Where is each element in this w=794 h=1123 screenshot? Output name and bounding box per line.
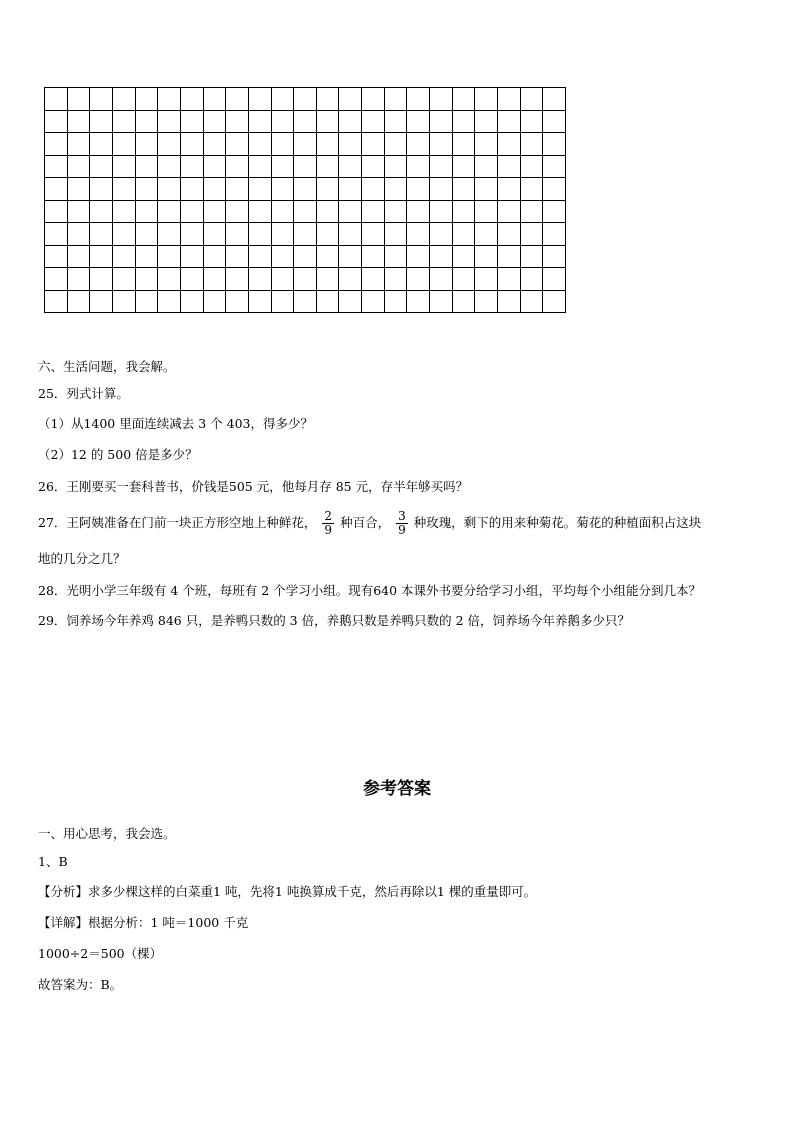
grid-cell <box>249 88 272 111</box>
grid-cell <box>181 268 204 291</box>
grid-cell <box>362 246 385 269</box>
grid-cell <box>294 111 317 134</box>
grid-cell <box>136 88 159 111</box>
grid-cell <box>294 246 317 269</box>
grid-cell <box>543 156 566 179</box>
grid-cell <box>45 111 68 134</box>
grid-cell <box>475 291 498 314</box>
grid-cell <box>249 246 272 269</box>
grid-cell <box>521 201 544 224</box>
grid-cell <box>68 156 91 179</box>
grid-cell <box>249 156 272 179</box>
grid-cell <box>68 268 91 291</box>
grid-cell <box>407 223 430 246</box>
grid-cell <box>498 111 521 134</box>
grid-cell <box>226 88 249 111</box>
grid-cell <box>317 111 340 134</box>
grid-cell <box>68 246 91 269</box>
grid-cell <box>90 111 113 134</box>
grid-cell <box>181 291 204 314</box>
grid-cell <box>362 223 385 246</box>
grid-cell <box>272 178 295 201</box>
grid-cell <box>90 133 113 156</box>
grid-cell <box>181 223 204 246</box>
grid-cell <box>362 111 385 134</box>
grid-cell <box>362 178 385 201</box>
grid-cell <box>181 133 204 156</box>
question-27 <box>38 505 701 541</box>
grid-cell <box>90 178 113 201</box>
grid-cell <box>45 201 68 224</box>
grid-cell <box>407 291 430 314</box>
grid-cell <box>521 111 544 134</box>
grid-cell <box>68 178 91 201</box>
grid-cell <box>339 88 362 111</box>
grid-cell <box>181 246 204 269</box>
grid-cell <box>158 111 181 134</box>
grid-cell <box>498 223 521 246</box>
grid-cell <box>113 291 136 314</box>
grid-cell <box>317 201 340 224</box>
grid-cell <box>339 178 362 201</box>
grid-cell <box>204 156 227 179</box>
grid-cell <box>204 111 227 134</box>
grid-cell <box>272 201 295 224</box>
grid-cell <box>272 246 295 269</box>
grid-cell <box>453 178 476 201</box>
grid-cell <box>158 268 181 291</box>
grid-cell <box>362 268 385 291</box>
grid-cell <box>136 268 159 291</box>
grid-cell <box>113 201 136 224</box>
grid-cell <box>317 178 340 201</box>
grid-cell <box>226 156 249 179</box>
grid-cell <box>249 133 272 156</box>
grid-cell <box>204 178 227 201</box>
grid-cell <box>385 111 408 134</box>
grid-cell <box>158 246 181 269</box>
grid-cell <box>453 268 476 291</box>
question-27-line-2: 地的几分之几？ <box>38 551 126 566</box>
grid-cell <box>498 246 521 269</box>
grid-cell <box>317 223 340 246</box>
answer-key-title: 参考答案 <box>363 779 431 799</box>
question-28: 28．光明小学三年级有 4 个班，每班有 2 个学习小组。现有640 本课外书要分给学习小组，平均每个小组能分到几本？ <box>38 583 702 598</box>
grid-cell <box>294 268 317 291</box>
grid-cell <box>136 291 159 314</box>
grid-cell <box>385 223 408 246</box>
grid-cell <box>543 246 566 269</box>
grid-cell <box>362 88 385 111</box>
grid-cell <box>407 133 430 156</box>
grid-cell <box>521 133 544 156</box>
grid-cell <box>204 133 227 156</box>
grid-cell <box>45 133 68 156</box>
grid-cell <box>294 178 317 201</box>
grid-cell <box>339 133 362 156</box>
grid-cell <box>521 88 544 111</box>
grid-cell <box>385 156 408 179</box>
grid-cell <box>226 268 249 291</box>
grid-cell <box>498 268 521 291</box>
grid-cell <box>339 291 362 314</box>
grid-cell <box>294 291 317 314</box>
grid-cell <box>521 268 544 291</box>
grid-cell <box>362 133 385 156</box>
grid-cell <box>430 133 453 156</box>
question-25-2: （2）12 的 500 倍是多少？ <box>38 447 198 462</box>
grid-cell <box>204 88 227 111</box>
grid-cell <box>453 201 476 224</box>
grid-cell <box>226 246 249 269</box>
grid-cell <box>90 268 113 291</box>
grid-cell <box>521 178 544 201</box>
grid-cell <box>181 201 204 224</box>
grid-cell <box>181 88 204 111</box>
grid-cell <box>475 268 498 291</box>
grid-cell <box>294 88 317 111</box>
question-26: 26．王刚要买一套科普书，价钱是505 元，他每月存 85 元，存半年够买吗？ <box>38 479 469 494</box>
grid-cell <box>136 111 159 134</box>
grid-cell <box>249 178 272 201</box>
grid-cell <box>362 156 385 179</box>
grid-cell <box>272 291 295 314</box>
grid-cell <box>272 223 295 246</box>
grid-cell <box>272 133 295 156</box>
grid-cell <box>339 201 362 224</box>
grid-cell <box>453 291 476 314</box>
section-6-title: 六、生活问题，我会解。 <box>38 359 176 374</box>
grid-cell <box>68 201 91 224</box>
grid-cell <box>453 111 476 134</box>
grid-cell <box>339 111 362 134</box>
grid-cell <box>407 268 430 291</box>
answer-1-calculation: 1000÷2＝500（棵） <box>38 946 163 961</box>
grid-cell <box>226 291 249 314</box>
section-1-title: 一、用心思考，我会选。 <box>38 826 176 841</box>
grid-cell <box>294 156 317 179</box>
question-29: 29．饲养场今年养鸡 846 只，是养鸭只数的 3 倍，养鹅只数是养鸭只数的 2 倍，饲养场今年养鹅多少只？ <box>38 613 631 628</box>
grid-cell <box>317 133 340 156</box>
grid-cell <box>407 246 430 269</box>
grid-cell <box>204 223 227 246</box>
question-25-1: （1）从1400 里面连续减去 3 个 403，得多少？ <box>38 416 313 431</box>
grid-cell <box>521 156 544 179</box>
grid-cell <box>430 88 453 111</box>
grid-cell <box>45 268 68 291</box>
grid-cell <box>385 291 408 314</box>
grid-cell <box>543 133 566 156</box>
answer-grid <box>44 87 566 313</box>
grid-cell <box>45 178 68 201</box>
grid-cell <box>362 201 385 224</box>
grid-cell <box>498 156 521 179</box>
grid-cell <box>475 156 498 179</box>
grid-cell <box>475 88 498 111</box>
grid-cell <box>521 223 544 246</box>
fraction-three-ninths: $\frac{3}{9}$ <box>398 509 406 537</box>
answer-1-detail: 【详解】根据分析：1 吨＝1000 千克 <box>38 915 249 930</box>
grid-cell <box>453 133 476 156</box>
grid-cell <box>90 88 113 111</box>
grid-cell <box>181 156 204 179</box>
grid-cell <box>453 88 476 111</box>
grid-cell <box>543 291 566 314</box>
grid-cell <box>385 88 408 111</box>
grid-cell <box>407 178 430 201</box>
grid-cell <box>498 201 521 224</box>
grid-cell <box>407 88 430 111</box>
grid-cell <box>475 133 498 156</box>
grid-cell <box>385 178 408 201</box>
grid-cell <box>339 246 362 269</box>
grid-cell <box>498 88 521 111</box>
grid-cell <box>475 201 498 224</box>
grid-cell <box>90 201 113 224</box>
grid-cell <box>226 111 249 134</box>
grid-cell <box>385 246 408 269</box>
grid-cell <box>204 246 227 269</box>
grid-cell <box>294 133 317 156</box>
grid-cell <box>158 291 181 314</box>
grid-cell <box>181 178 204 201</box>
grid-cell <box>204 268 227 291</box>
grid-cell <box>204 201 227 224</box>
grid-cell <box>430 156 453 179</box>
grid-cell <box>294 201 317 224</box>
grid-cell <box>430 291 453 314</box>
grid-cell <box>453 246 476 269</box>
grid-cell <box>249 223 272 246</box>
grid-cell <box>362 291 385 314</box>
grid-cell <box>249 291 272 314</box>
grid-cell <box>475 246 498 269</box>
grid-cell <box>136 223 159 246</box>
grid-cell <box>475 223 498 246</box>
grid-cell <box>543 223 566 246</box>
grid-cell <box>407 201 430 224</box>
grid-cell <box>521 291 544 314</box>
grid-cell <box>113 268 136 291</box>
grid-cell <box>272 268 295 291</box>
grid-cell <box>136 178 159 201</box>
grid-cell <box>158 223 181 246</box>
grid-cell <box>430 246 453 269</box>
grid-cell <box>113 223 136 246</box>
question-27-text-mid: 种百合， <box>340 515 391 530</box>
grid-cell <box>113 156 136 179</box>
grid-cell <box>498 178 521 201</box>
grid-cell <box>249 111 272 134</box>
grid-cell <box>226 223 249 246</box>
grid-cell <box>339 156 362 179</box>
grid-cell <box>181 111 204 134</box>
grid-cell <box>68 223 91 246</box>
grid-cell <box>543 268 566 291</box>
grid-cell <box>45 223 68 246</box>
grid-cell <box>113 246 136 269</box>
grid-cell <box>317 268 340 291</box>
grid-cell <box>68 133 91 156</box>
grid-cell <box>113 178 136 201</box>
grid-cell <box>475 178 498 201</box>
grid-cell <box>90 156 113 179</box>
grid-cell <box>543 178 566 201</box>
answer-1-analysis: 【分析】求多少棵这样的白菜重1 吨，先将1 吨换算成千克，然后再除以1 棵的重量即可。 <box>38 884 537 899</box>
grid-cell <box>317 246 340 269</box>
grid-cell <box>249 268 272 291</box>
grid-cell <box>45 246 68 269</box>
grid-cell <box>498 133 521 156</box>
grid-cell <box>68 88 91 111</box>
grid-cell <box>158 133 181 156</box>
grid-cell <box>430 178 453 201</box>
question-25: 25．列式计算。 <box>38 386 129 401</box>
grid-cell <box>113 133 136 156</box>
grid-cell <box>45 156 68 179</box>
grid-cell <box>68 291 91 314</box>
grid-cell <box>136 133 159 156</box>
grid-cell <box>45 88 68 111</box>
grid-cell <box>498 291 521 314</box>
answer-1: 1、B <box>38 854 68 869</box>
question-27-text-1: 27．王阿姨准备在门前一块正方形空地上种鲜花， <box>38 515 317 530</box>
grid-cell <box>272 156 295 179</box>
grid-cell <box>430 223 453 246</box>
grid-cell <box>113 111 136 134</box>
grid-cell <box>430 268 453 291</box>
grid-cell <box>90 223 113 246</box>
grid-cell <box>136 156 159 179</box>
grid-cell <box>158 201 181 224</box>
grid-cell <box>68 111 91 134</box>
grid-cell <box>453 223 476 246</box>
grid-cell <box>385 201 408 224</box>
grid-cell <box>521 246 544 269</box>
grid-cell <box>136 201 159 224</box>
grid-cell <box>90 246 113 269</box>
grid-cell <box>249 201 272 224</box>
grid-cell <box>294 223 317 246</box>
grid-cell <box>317 291 340 314</box>
fraction-two-ninths: $\frac{2}{9}$ <box>324 509 333 537</box>
grid-cell <box>317 156 340 179</box>
grid-cell <box>385 133 408 156</box>
grid-cell <box>543 111 566 134</box>
grid-cell <box>158 88 181 111</box>
grid-cell <box>158 178 181 201</box>
grid-cell <box>385 268 408 291</box>
grid-cell <box>158 156 181 179</box>
grid-cell <box>339 223 362 246</box>
grid-cell <box>317 88 340 111</box>
grid-cell <box>113 88 136 111</box>
grid-cell <box>475 111 498 134</box>
answer-1-conclusion: 故答案为：B。 <box>38 977 123 992</box>
grid-cell <box>543 88 566 111</box>
grid-cell <box>272 88 295 111</box>
grid-cell <box>543 201 566 224</box>
grid-cell <box>204 291 227 314</box>
grid-cell <box>407 156 430 179</box>
grid-cell <box>45 291 68 314</box>
grid-cell <box>272 111 295 134</box>
grid-cell <box>430 201 453 224</box>
grid-cell <box>407 111 430 134</box>
grid-cell <box>339 268 362 291</box>
grid-cell <box>90 291 113 314</box>
grid-cell <box>136 246 159 269</box>
grid-cell <box>453 156 476 179</box>
grid-cell <box>226 201 249 224</box>
grid-cell <box>226 178 249 201</box>
grid-cell <box>226 133 249 156</box>
grid-cell <box>430 111 453 134</box>
question-27-text-2: 种玫瑰，剩下的用来种菊花。菊花的种植面积占这块 <box>413 515 702 530</box>
